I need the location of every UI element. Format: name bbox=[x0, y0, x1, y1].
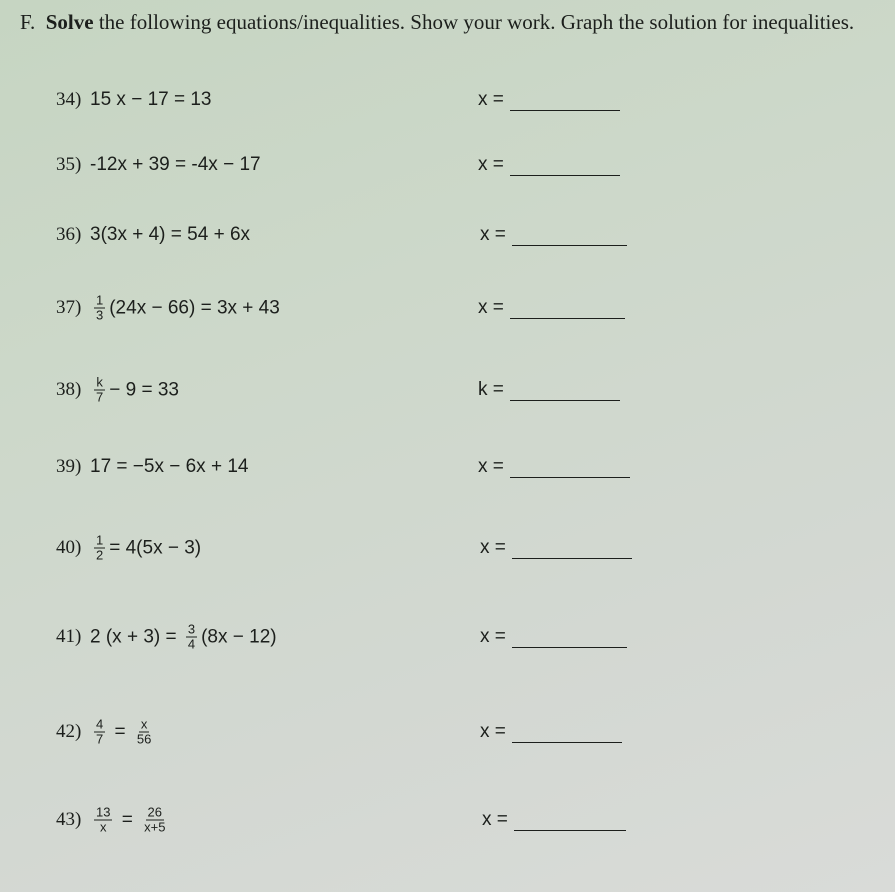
problem-41 bbox=[56, 617, 756, 657]
problem-number: 43) bbox=[56, 809, 82, 830]
problem-number: 37) bbox=[56, 297, 82, 318]
numerator: x bbox=[140, 716, 148, 732]
answer-blank bbox=[480, 626, 627, 648]
denominator: 7 bbox=[96, 731, 104, 747]
answer-blank bbox=[482, 809, 626, 831]
equation-text: = 4(5x − 3) bbox=[109, 537, 202, 558]
numerator: 13 bbox=[96, 804, 111, 820]
answer-line[interactable] bbox=[510, 461, 630, 478]
numerator: k bbox=[96, 374, 103, 390]
answer-line[interactable] bbox=[512, 229, 627, 246]
equation-text: 3(3x + 4) = 54 + 6x bbox=[90, 224, 251, 245]
problem-number: 35) bbox=[56, 154, 82, 175]
numerator: 1 bbox=[96, 292, 104, 308]
fraction bbox=[135, 718, 153, 747]
answer-blank bbox=[480, 721, 622, 743]
problem-36 bbox=[56, 215, 756, 255]
answer-variable: x = bbox=[478, 154, 504, 175]
equation-text: = bbox=[109, 721, 131, 742]
problem-number: 42) bbox=[56, 721, 82, 742]
problem-42 bbox=[56, 712, 756, 752]
answer-line[interactable] bbox=[514, 814, 626, 831]
problem-number: 34) bbox=[56, 89, 82, 110]
equation bbox=[90, 294, 280, 323]
answer-variable: x = bbox=[478, 297, 504, 318]
fraction bbox=[142, 806, 167, 835]
equation-text: 2 (x + 3) = bbox=[90, 626, 182, 647]
fraction bbox=[94, 294, 105, 323]
answer-variable: x = bbox=[480, 626, 506, 647]
equation-text: (8x − 12) bbox=[201, 626, 277, 647]
fraction bbox=[94, 534, 105, 563]
answer-variable: x = bbox=[480, 224, 506, 245]
answer-line[interactable] bbox=[510, 384, 620, 401]
answer-blank bbox=[480, 537, 632, 559]
denominator: 56 bbox=[136, 731, 152, 747]
problem-39 bbox=[56, 447, 756, 487]
fraction bbox=[94, 718, 105, 747]
numerator: 3 bbox=[187, 621, 196, 637]
equation bbox=[90, 154, 261, 176]
answer-variable: x = bbox=[478, 456, 504, 477]
instructions-text: the following equations/inequalities. Show your work. Graph the solution for inequalities. bbox=[93, 10, 855, 34]
equation-text: -12x + 39 = -4x − 17 bbox=[90, 154, 261, 175]
problem-number: 36) bbox=[56, 224, 82, 245]
problem-43 bbox=[56, 800, 756, 840]
equation bbox=[90, 623, 277, 652]
numerator: 26 bbox=[147, 804, 163, 820]
problem-34 bbox=[56, 80, 756, 120]
numerator: 1 bbox=[96, 532, 104, 548]
answer-line[interactable] bbox=[512, 542, 632, 559]
fraction bbox=[94, 376, 105, 405]
equation bbox=[90, 376, 179, 405]
section-letter: F. bbox=[20, 10, 36, 34]
denominator: 4 bbox=[187, 636, 196, 652]
equation bbox=[90, 718, 157, 747]
problem-number: 41) bbox=[56, 626, 82, 647]
problem-40 bbox=[56, 528, 756, 568]
equation bbox=[90, 224, 250, 246]
answer-blank bbox=[478, 379, 620, 401]
answer-line[interactable] bbox=[512, 631, 627, 648]
answer-variable: x = bbox=[478, 89, 504, 110]
equation bbox=[90, 806, 171, 835]
problem-37 bbox=[56, 288, 756, 328]
answer-variable: x = bbox=[480, 721, 506, 742]
answer-variable: x = bbox=[480, 537, 506, 558]
equation-text: = bbox=[116, 809, 139, 830]
answer-blank bbox=[478, 89, 620, 111]
denominator: x bbox=[99, 819, 107, 835]
problem-number: 38) bbox=[56, 379, 82, 400]
fraction bbox=[94, 806, 112, 835]
equation-text: 17 = −5x − 6x + 14 bbox=[90, 456, 249, 477]
equation bbox=[90, 89, 212, 111]
answer-variable: x = bbox=[482, 809, 508, 830]
instructions bbox=[20, 6, 870, 38]
answer-blank bbox=[478, 154, 620, 176]
problem-35 bbox=[56, 145, 756, 185]
answer-blank bbox=[478, 456, 630, 478]
instructions-bold: Solve bbox=[45, 10, 94, 34]
answer-line[interactable] bbox=[510, 94, 620, 111]
answer-blank bbox=[480, 224, 627, 246]
denominator: 2 bbox=[96, 547, 104, 563]
equation-text: − 9 = 33 bbox=[109, 379, 179, 400]
equation-text: 15 x − 17 = 13 bbox=[90, 89, 212, 110]
answer-line[interactable] bbox=[510, 302, 625, 319]
answer-line[interactable] bbox=[510, 159, 620, 176]
denominator: 7 bbox=[96, 389, 104, 405]
equation bbox=[90, 534, 201, 563]
equation bbox=[90, 456, 248, 478]
answer-variable: k = bbox=[478, 379, 504, 400]
equation-text: (24x − 66) = 3x + 43 bbox=[109, 297, 280, 318]
answer-blank bbox=[478, 297, 625, 319]
fraction bbox=[186, 623, 197, 652]
denominator: x+5 bbox=[144, 819, 166, 835]
problem-number: 40) bbox=[56, 537, 82, 558]
numerator: 4 bbox=[96, 716, 104, 732]
problem-number: 39) bbox=[56, 456, 82, 477]
problem-38 bbox=[56, 370, 756, 410]
denominator: 3 bbox=[96, 307, 104, 323]
answer-line[interactable] bbox=[512, 726, 622, 743]
